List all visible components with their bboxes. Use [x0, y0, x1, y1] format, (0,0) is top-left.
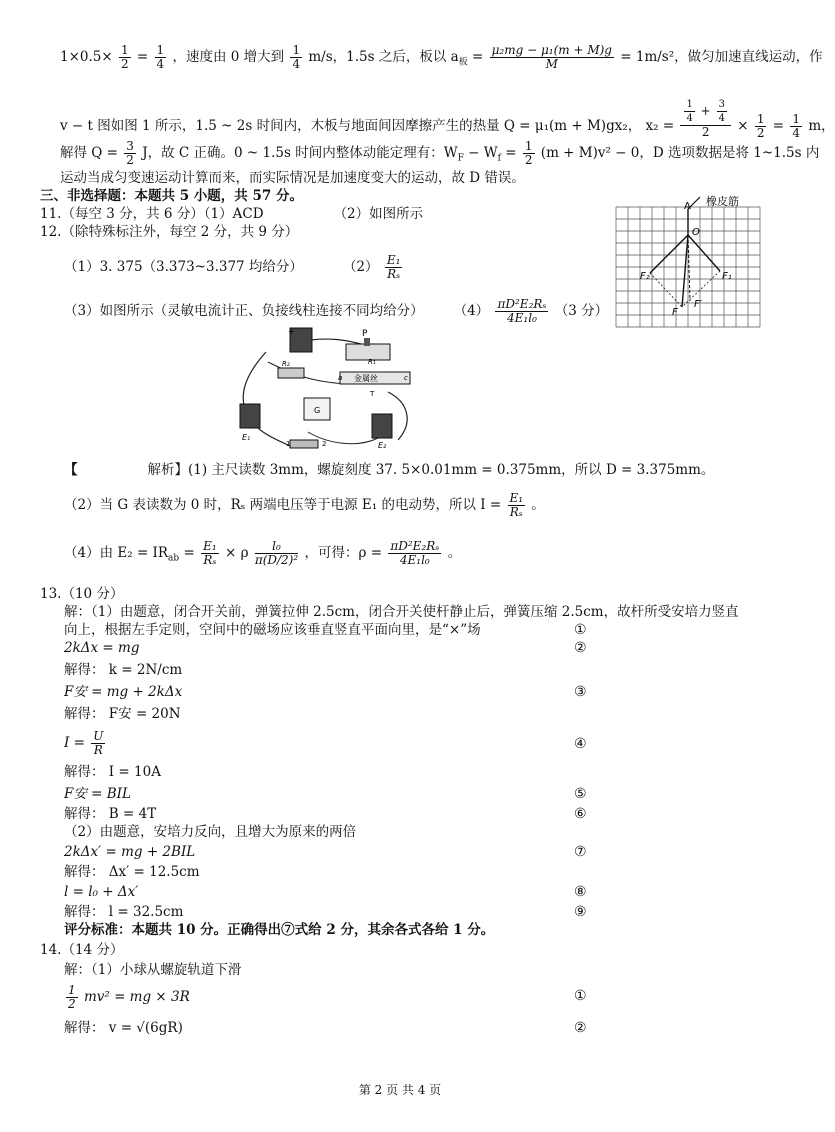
eq-num-q14-1: ① — [574, 988, 587, 1004]
label-a-terminal: a — [338, 374, 343, 382]
label-f1: F₁ — [722, 271, 732, 282]
label-g: G — [314, 406, 321, 415]
q13-s13: 解得： Δx′ = 12.5cm — [64, 864, 200, 880]
q13-s10: 解得： B = 4T — [64, 806, 157, 822]
label-r2: R₂ — [282, 360, 290, 368]
frac-half: $\frac{1}{2}$ — [120, 43, 129, 71]
arrow-f1 — [688, 235, 720, 271]
eq-num-6: ⑥ — [574, 806, 587, 822]
q13-score: 评分标准：本题共 10 分。正确得出⑦式给 2 分，其余各式各给 1 分。 — [64, 922, 495, 938]
rheostat-slider — [364, 338, 370, 346]
frac-quarter-2: $\frac{1}{4}$ — [292, 43, 301, 71]
eq-num-9: ⑨ — [574, 904, 587, 920]
battery-e1 — [240, 404, 260, 428]
q13-s11: （2）由题意，安培力反向，且增大为原来的两倍 — [64, 824, 357, 840]
eq-num-4: ④ — [574, 736, 587, 752]
line-3: 解得 Q = $\frac{3}{2}$ J，故 C 正确。0 ~ 1.5s 时间内整体动能定理有：$W_F - W_f$ = $\frac{1}{2}$ (m + M)v² − 0，D 选项数据是将 1~1.5s 内 — [60, 139, 820, 167]
analysis-p2: （2）当 G 表读数为 0 时，Rₛ 两端电压等于电源 E₁ 的电动势，所以 I = $\frac{\text{E₁}}{\text{Rₛ}}$ 。 — [64, 491, 545, 519]
q13-s2: 向上，根据左手定则，空间中的磁场应该垂直竖直平面向里，是“×”场 — [64, 622, 481, 638]
label-t: T — [370, 390, 375, 398]
q12-p3: （3）如图所示（灵敏电流计正、负接线柱连接不同均给分） （4） $\frac{\text{πD²E₂Rₛ}}{\text{4E₁l₀}}$ （3 分） — [64, 297, 609, 325]
label-rubber: 橡皮筋 — [706, 195, 739, 208]
line-4: 运动当成匀变速运动计算而来，而实际情况是加速度变大的运动，故 D 错误。 — [60, 170, 525, 186]
q13-s1: 解：（1）由题意，闭合开关前，弹簧拉伸 2.5cm，闭合开关使杆静止后，弹簧压缩 2.5cm，故杆所受安培力竖直 — [64, 604, 739, 620]
frac-quarter: $\frac{1}{4}$ — [156, 43, 165, 71]
eq-num-1: ① — [574, 622, 587, 638]
label-f-prime: F′ — [694, 299, 703, 310]
eq-num-7: ⑦ — [574, 844, 587, 860]
q13-s6: 解得： F安 = 20N — [64, 706, 181, 722]
section-title: 三、非选择题：本题共 5 小题，共 57 分。 — [40, 188, 303, 204]
arrow-f — [682, 235, 688, 307]
label-f2: F₂ — [640, 271, 650, 282]
line-1: 1×0.5× $\frac{1}{2}$ = $\frac{1}{4}$ ，速度由 0 增大到 $\frac{1}{4}$ m/s，1.5s 之后，板以 $a_板$ = $\frac{\text{μ₂mg − μ₁(m + M)g}}{M}$ = 1m/s²，做匀加速直线运动，作 — [60, 43, 823, 71]
label-f: F — [672, 307, 678, 318]
q13-head: 13.（10 分） — [40, 586, 124, 602]
q13-s15: 解得： l = 32.5cm — [64, 904, 184, 920]
frac-accel: $\frac{\text{μ₂mg − μ₁(m + M)g}}{M}$ — [491, 43, 612, 71]
label-p: P — [362, 329, 368, 339]
q13-s12: 2kΔx′ = mg + 2BIL — [64, 844, 196, 860]
label-switch-2: 2 — [322, 440, 327, 448]
label-c-terminal: c — [404, 374, 408, 382]
battery-e2-second — [372, 414, 392, 438]
q14-head: 14.（14 分） — [40, 942, 124, 958]
q12-p1: （1）3. 375（3.373~3.377 均给分） （2） $\frac{\text{E₁}}{\text{Rₛ}}$ — [64, 253, 401, 281]
resistor-r2 — [278, 368, 304, 378]
q13-s5: F安 = mg + 2kΔx — [64, 684, 183, 700]
eq-num-2: ② — [574, 640, 587, 656]
q13-s14: l = l₀ + Δx′ — [64, 884, 139, 900]
label-a: A — [684, 201, 691, 212]
eq-num-8: ⑧ — [574, 884, 587, 900]
switch — [290, 440, 318, 448]
label-e2: E₂ — [378, 441, 387, 450]
frac-x2: $\frac{1}{4}$ + $\frac{3}{4}$ 2 — [680, 98, 730, 139]
svg-text:+: + — [288, 327, 295, 336]
q14-s3: 解得： v = √(6gR) — [64, 1020, 183, 1036]
analysis-p4: （4）由 $E_2 = IR_{ab}$ = $\frac{\text{E₁}}{\text{Rₛ}}$ × ρ $\frac{\text{l₀}}{\text{π(D/2)²}}$ ，可得：ρ = $\frac{\text{πD²E₂Rₛ}}{\text{4E₁l₀}}$ 。 — [64, 539, 462, 567]
q13-s7: I = $\frac{U}{R}$ — [64, 729, 104, 757]
analysis-head: 【 解析】(1) 主尺读数 3mm，螺旋刻度 37. 5×0.01mm = 0.375mm，所以 D = 3.375mm。 — [64, 462, 715, 478]
label-switch-1: 1 — [286, 440, 291, 448]
parallelogram-edge — [650, 273, 682, 307]
q13-s4: 解得： k = 2N/cm — [64, 662, 183, 678]
label-wire: 金属丝 — [354, 374, 378, 383]
q12-head: 12.（除特殊标注外，每空 2 分，共 9 分） — [40, 224, 299, 240]
circuit-diagram — [228, 322, 428, 454]
eq-num-5: ⑤ — [574, 786, 587, 802]
force-diagram — [610, 195, 770, 335]
q13-s9: F安 = BIL — [64, 786, 131, 802]
q14-s2: $\frac{1}{2}$ mv² = mg × 3R — [68, 983, 190, 1011]
eq-num-3: ③ — [574, 684, 587, 700]
label-o: O — [692, 227, 700, 238]
q11-line: 11.（每空 3 分，共 6 分）（1）ACD （2）如图所示 — [40, 206, 424, 222]
q13-s8: 解得： I = 10A — [64, 764, 161, 780]
page-footer: 第 2 页 共 4 页 — [358, 1083, 442, 1097]
q14-s1: 解：（1）小球从螺旋轨道下滑 — [64, 962, 242, 978]
line-2: v − t 图如图 1 所示，1.5 ~ 2s 时间内，木板与地面间因摩擦产生的热量 Q = μ₁(m + M)gx₂， x₂ = $\frac{1}{4}$ + $\frac{3}{4}$ 2 × $\frac{1}{2}$ = $\frac{1}{4}$ m， — [60, 99, 835, 140]
q13-s3: 2kΔx = mg — [64, 640, 140, 656]
label-e1: E₁ — [242, 433, 251, 442]
eq-num-q14-2: ② — [574, 1020, 587, 1036]
label-r1: R₁ — [368, 358, 376, 366]
